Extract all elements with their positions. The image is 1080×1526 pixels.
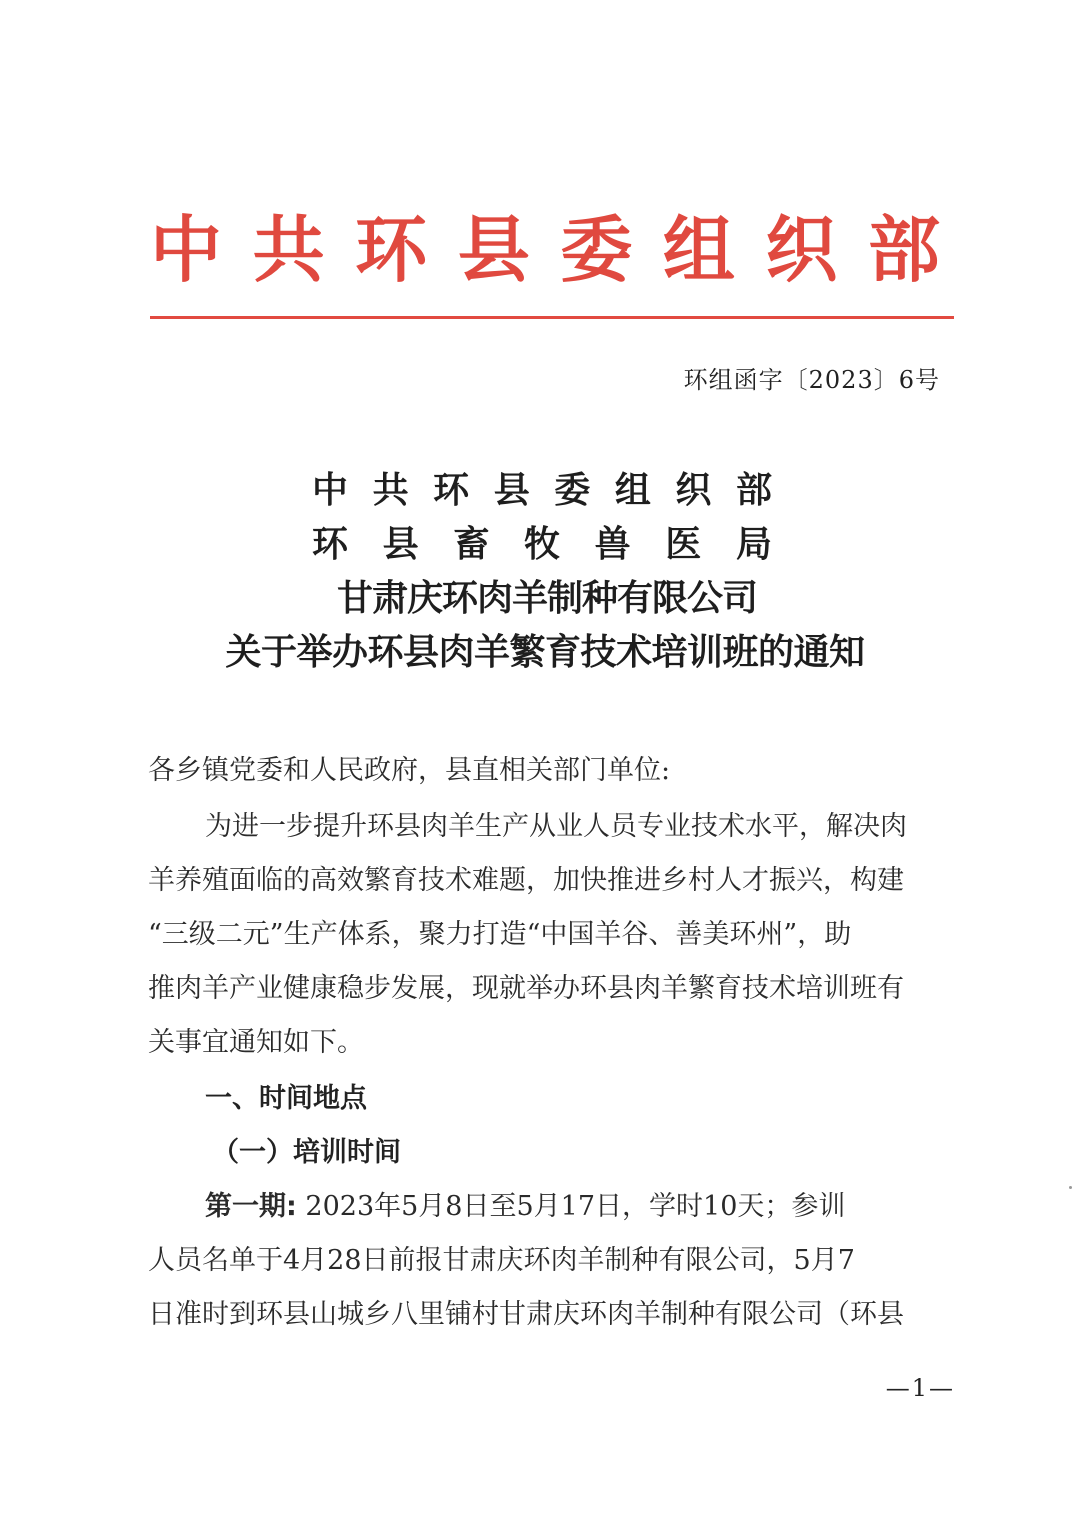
title-char: 局: [735, 524, 772, 565]
title-line-4: 关于举办环县肉羊繁育技术培训班的通知: [225, 632, 865, 673]
header-char: 中: [150, 207, 223, 292]
title-char: 共: [372, 470, 409, 511]
title-line-1: [312, 463, 772, 519]
title-char: 牧: [523, 524, 560, 565]
title-char: 中: [312, 470, 349, 511]
subsection-heading: （一）培训时间: [212, 1137, 401, 1168]
period-label: 第一期:: [205, 1191, 297, 1222]
title-char: 委: [554, 470, 591, 511]
red-divider: [150, 316, 954, 319]
title-char: 畜: [453, 524, 490, 565]
paragraph-line: 羊养殖面临的高效繁育技术难题，加快推进乡村人才振兴，构建: [148, 865, 904, 896]
paragraph-line: 推肉羊产业健康稳步发展，现就举办环县肉羊繁育技术培训班有: [148, 973, 904, 1004]
period-line: [205, 1179, 947, 1234]
paragraph-line: “三级二元”生产体系，聚力打造“中国羊谷、善美环州”，助: [148, 919, 852, 950]
document-number: 环组函字〔2023〕6号: [683, 366, 940, 394]
header-char: 织: [765, 207, 838, 292]
paragraph-line: 关事宜通知如下。: [148, 1027, 364, 1058]
title-char: 兽: [594, 524, 631, 565]
title-char: 部: [735, 470, 772, 511]
org-red-header: [150, 200, 940, 300]
title-char: 县: [382, 524, 419, 565]
header-char: 委: [560, 207, 633, 292]
header-char: 部: [867, 207, 940, 292]
title-char: 织: [675, 470, 712, 511]
title-line-3: 甘肃庆环肉羊制种有限公司: [336, 578, 757, 619]
page-number: —1—: [885, 1374, 955, 1402]
title-char: 医: [665, 524, 702, 565]
title-char: 组: [614, 470, 651, 511]
period-line: 日准时到环县山城乡八里铺村甘肃庆环肉羊制种有限公司（环县: [148, 1299, 904, 1330]
header-char: 环: [355, 207, 428, 292]
section-heading: 一、时间地点: [205, 1083, 367, 1114]
header-char: 组: [662, 207, 735, 292]
title-char: 县: [493, 470, 530, 511]
title-line-2: [312, 517, 772, 573]
scan-speck: [1069, 1186, 1072, 1189]
title-char: 环: [312, 524, 349, 565]
salutation: 各乡镇党委和人民政府，县直相关部门单位:: [148, 755, 671, 786]
header-char: 共: [252, 207, 325, 292]
paragraph-line: [205, 799, 947, 854]
title-char: 环: [433, 470, 470, 511]
paragraph-text: 为进一步提升环县肉羊生产从业人员专业技术水平，解决肉: [205, 811, 907, 842]
header-char: 县: [457, 207, 530, 292]
period-line: 人员名单于4月28日前报甘肃庆环肉羊制种有限公司，5月7: [148, 1245, 855, 1276]
period-text: 2023年5月8日至5月17日，学时10天；参训: [305, 1191, 846, 1222]
